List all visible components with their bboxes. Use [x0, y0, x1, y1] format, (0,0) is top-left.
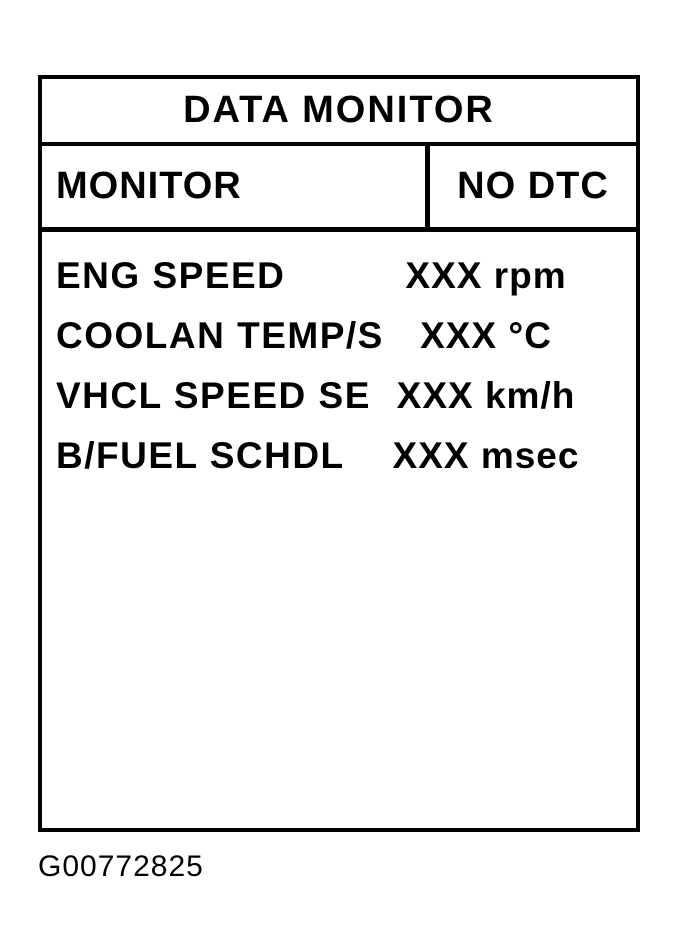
- parameter-label: VHCL SPEED SE: [56, 375, 371, 416]
- parameter-value: XXX km/h: [396, 375, 576, 416]
- parameter-row: [42, 306, 636, 366]
- monitor-mode-label: MONITOR: [56, 165, 242, 207]
- parameter-value: XXX msec: [392, 435, 580, 476]
- parameter-list: [42, 232, 636, 486]
- monitor-mode-cell: [42, 146, 430, 227]
- status-bar: [42, 146, 636, 232]
- screen-title: DATA MONITOR: [183, 89, 495, 131]
- dtc-status-cell: [430, 146, 636, 227]
- screen-title-bar: [42, 79, 636, 146]
- figure-caption: G00772825: [38, 850, 204, 883]
- dtc-status-label: NO DTC: [457, 165, 609, 207]
- parameter-value: XXX °C: [420, 315, 552, 356]
- parameter-row: [42, 366, 636, 426]
- parameter-label: ENG SPEED: [56, 255, 286, 296]
- data-monitor-screen: [38, 75, 640, 832]
- parameter-row: [42, 246, 636, 306]
- parameter-label: COOLAN TEMP/S: [56, 315, 384, 356]
- parameter-label: B/FUEL SCHDL: [56, 435, 345, 476]
- parameter-row: [42, 426, 636, 486]
- parameter-value: XXX rpm: [405, 255, 567, 296]
